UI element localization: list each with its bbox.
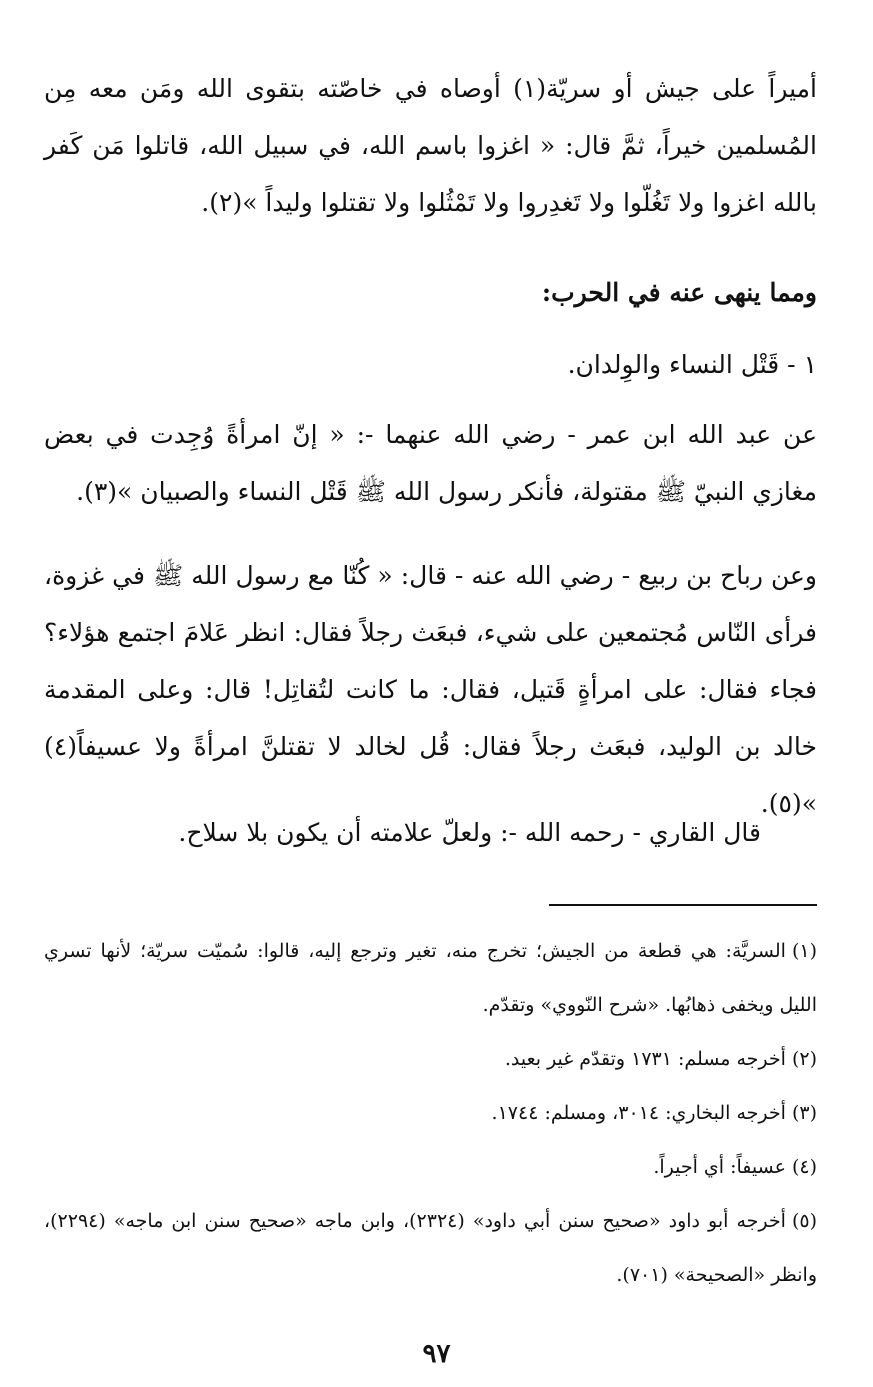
paragraph-text: أميراً على جيش أو سريّة(١) أوصاه في خاصّته بتقوى الله ومَن معه مِن المُسلمين خيراً، ثمَّ قال: « اغزوا باسم الله، في سبيل الله، قاتلوا مَن كَفر بالله اغزوا ولا تَغُلّوا ولا تَغدِروا ولا تَمْثُلوا ولا تقتلوا وليداً »(٢). xyxy=(44,74,817,217)
page-number: ٩٧ xyxy=(422,1339,451,1369)
footnote-text: أخرجه البخاري: ٣٠١٤، ومسلم: ١٧٤٤. xyxy=(491,1102,786,1124)
footnote-number: (٥) xyxy=(791,1210,817,1232)
footnote-text: أخرجه أبو داود «صحيح سنن أبي داود» (٢٣٢٤)، وابن ماجه «صحيح سنن ابن ماجه» (٢٢٩٤)، وانظر «الصحيحة» (٧٠١). xyxy=(44,1210,817,1286)
footnote-4 xyxy=(44,1140,817,1194)
paragraph-text: وعن رباح بن ربيع - رضي الله عنه - قال: « كُنّا مع رسول الله ﷺ في غزوة، فرأى النّاس مُجتمعين على شيء، فبعَث رجلاً فقال: انظر عَلامَ اجتمع هؤلاء؟ فجاء فقال: على امرأةٍ قَتيل، فقال: ما كانت لتُقاتِل! قال: وعلى المقدمة خالد بن الوليد، فبعَث رجلاً فقال: قُل لخالد لا تقتلنَّ امرأةً ولا عسيفاً(٤) »(٥). xyxy=(44,561,817,818)
paragraph-qari: قال القاري - رحمه الله -: ولعلّ علامته أن يكون بلا سلاح. xyxy=(178,818,761,847)
footnote-text: السريَّة: هي قطعة من الجيش؛ تخرج منه، تغير وترجع إليه، قالوا: سُميّت سريّة؛ لأنها تسري الليل ويخفى ذهابُها. «شرح النّووي» وتقدّم. xyxy=(44,940,817,1016)
footnote-number: (٤) xyxy=(791,1156,817,1178)
footnotes xyxy=(44,924,817,1302)
section-heading: ومما ينهى عنه في الحرب: xyxy=(541,278,817,307)
footnote-number: (١) xyxy=(791,940,817,962)
paragraph-rabah xyxy=(44,547,817,832)
footnote-divider xyxy=(549,904,817,906)
footnote-5 xyxy=(44,1194,817,1302)
footnote-text: أخرجه مسلم: ١٧٣١ وتقدّم غير بعيد. xyxy=(504,1048,786,1070)
footnote-text: عسيفاً: أي أجيراً. xyxy=(653,1156,786,1178)
list-item-one: ١ - قَتْل النساء والوِلدان. xyxy=(567,350,817,379)
footnote-2 xyxy=(44,1032,817,1086)
paragraph-ibn-umar xyxy=(44,406,817,520)
paragraph-commander-advice xyxy=(44,60,817,231)
paragraph-text: عن عبد الله ابن عمر - رضي الله عنهما -: « إنّ امرأةً وُجِدت في بعض مغازي النبيّ ﷺ مقتولة، فأنكر رسول الله ﷺ قَتْل النساء والصبيان »(٣). xyxy=(44,420,817,506)
footnote-3 xyxy=(44,1086,817,1140)
footnote-number: (٢) xyxy=(791,1048,817,1070)
footnote-1 xyxy=(44,924,817,1032)
footnote-number: (٣) xyxy=(791,1102,817,1124)
